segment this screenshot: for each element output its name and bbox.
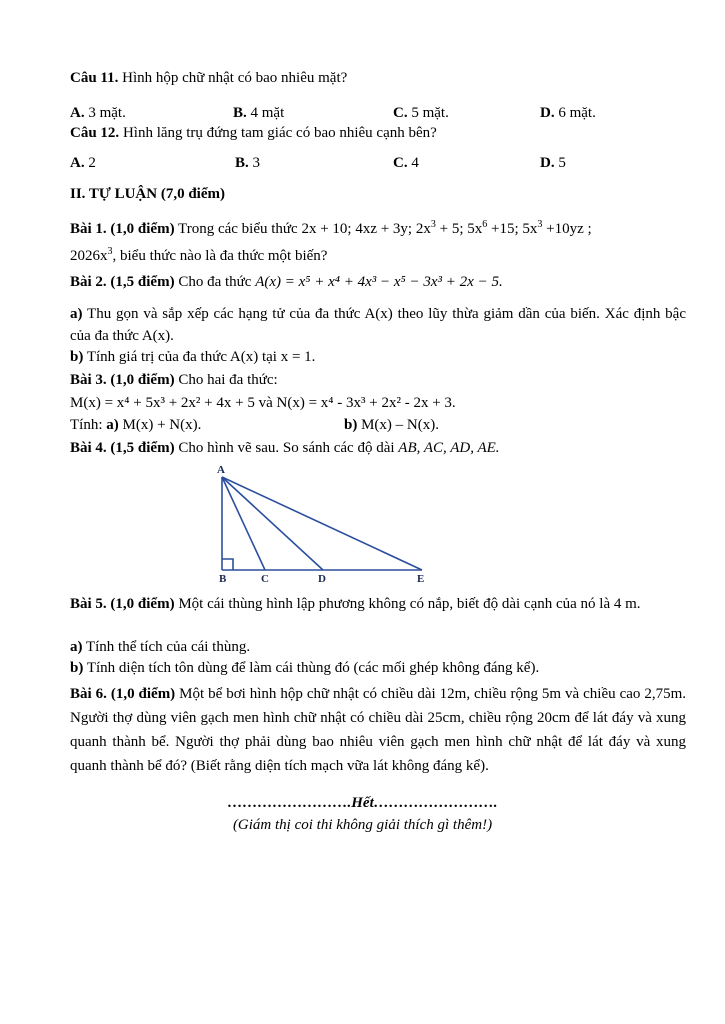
exercise-6: Bài 6. (1,0 điểm) Một bể bơi hình hộp chữ nhật có chiều dài 12m, chiều rộng 5m và chiều cao 2,75m. Người thợ dùng viên gạch men hình chữ nhật có chiều dài 25cm, chiều rộng 20cm để lát đáy và xung quanh thành bể. Người thợ phải dùng bao nhiêu viên gạch men hình chữ nhật để lát đáy và xung quanh thành bể đó? (Biết rằng diện tích mạch vữa lát không đáng kể).: [70, 686, 686, 774]
q12-option-a: A. 2: [70, 155, 96, 171]
exercise-2-part-b: b) Tính giá trị của đa thức A(x) tại x = 1.: [70, 349, 316, 365]
exercise-1: Bài 1. (1,0 điểm) Trong các biểu thức 2x + 10; 4xz + 3y; $2x^3 + 5$; $5x^6 +15$; $5x^3 +10yz$ ;: [70, 219, 592, 237]
exercise-label: Bài 4. (1,5 điểm): [70, 440, 175, 456]
question-text: Hình lăng trụ đứng tam giác có bao nhiêu cạnh bên?: [119, 125, 437, 141]
segment-ad: [222, 477, 323, 570]
point-label-e: E: [417, 573, 425, 585]
q12-option-d: D. 5: [540, 155, 566, 171]
segment-ac: [222, 477, 265, 570]
exercise-label: Bài 3. (1,0 điểm): [70, 372, 175, 388]
exercise-label: Bài 6. (1,0 điểm): [70, 686, 176, 702]
triangle-figure: [210, 460, 440, 585]
q11-option-d: D. 6 mặt.: [540, 105, 596, 121]
exercise-label: Bài 1. (1,0 điểm): [70, 221, 175, 237]
exercise-label: Bài 5. (1,0 điểm): [70, 596, 175, 612]
q11-option-a: A. 3 mặt.: [70, 105, 126, 121]
segment-ae: [222, 477, 422, 570]
q12-option-c: C. 4: [393, 155, 419, 171]
exercise-3-part-b: b) M(x) – N(x).: [344, 417, 439, 433]
q11-option-b: B. 4 mặt: [233, 105, 285, 121]
point-label-b: B: [219, 573, 227, 585]
exercise-4: Bài 4. (1,5 điểm) Cho hình vẽ sau. So sánh các độ dài AB, AC, AD, AE.: [70, 440, 500, 456]
right-angle-mark: [222, 559, 233, 570]
question-text: Hình hộp chữ nhật có bao nhiêu mặt?: [118, 70, 348, 86]
exercise-label: Bài 2. (1,5 điểm): [70, 274, 175, 290]
q11-option-c: C. 5 mặt.: [393, 105, 449, 121]
exercise-2: Bài 2. (1,5 điểm) Cho đa thức A(x) = x⁵ + x⁴ + 4x³ − x⁵ − 3x³ + 2x − 5.: [70, 274, 503, 290]
question-label: Câu 12.: [70, 125, 120, 141]
end-mark: …………………….Hết…………………….: [227, 795, 498, 811]
exercise-3-calc: Tính: a) M(x) + N(x).: [70, 417, 202, 433]
question-11: [70, 70, 347, 87]
question-12: [70, 125, 437, 142]
point-label-c: C: [261, 573, 269, 585]
exercise-3: Bài 3. (1,0 điểm) Cho hai đa thức:: [70, 372, 278, 388]
exercise-1-line-2: $2026x^3$, biểu thức nào là đa thức một biến?: [70, 246, 328, 264]
exercise-5-part-a: a) Tính thể tích của cái thùng.: [70, 639, 251, 655]
footer-note: (Giám thị coi thi không giải thích gì thêm!): [232, 817, 493, 833]
point-label-a: A: [217, 464, 225, 476]
polynomial-a: A(x) = x⁵ + x⁴ + 4x³ − x⁵ − 3x³ + 2x − 5.: [255, 274, 503, 290]
point-label-d: D: [318, 573, 326, 585]
section-heading: II. TỰ LUẬN (7,0 điểm): [70, 186, 226, 202]
exercise-5-part-b: b) Tính diện tích tôn dùng để làm cái thùng đó (các mối ghép không đáng kể).: [70, 660, 540, 676]
exercise-3-polynomials: M(x) = x⁴ + 5x³ + 2x² + 4x + 5 và N(x) = x⁴ - 3x³ + 2x² - 2x + 3.: [70, 395, 456, 411]
q12-option-b: B. 3: [235, 155, 261, 171]
exercise-5: Bài 5. (1,0 điểm) Một cái thùng hình lập phương không có nắp, biết độ dài cạnh của nó là 4 m.: [70, 596, 641, 612]
question-label: Câu 11.: [70, 70, 119, 86]
exercise-2-part-a: a) Thu gọn và sắp xếp các hạng tử của đa thức A(x) theo lũy thừa giảm dần của biến. Xác định bậc của đa thức A(x).: [70, 306, 686, 344]
